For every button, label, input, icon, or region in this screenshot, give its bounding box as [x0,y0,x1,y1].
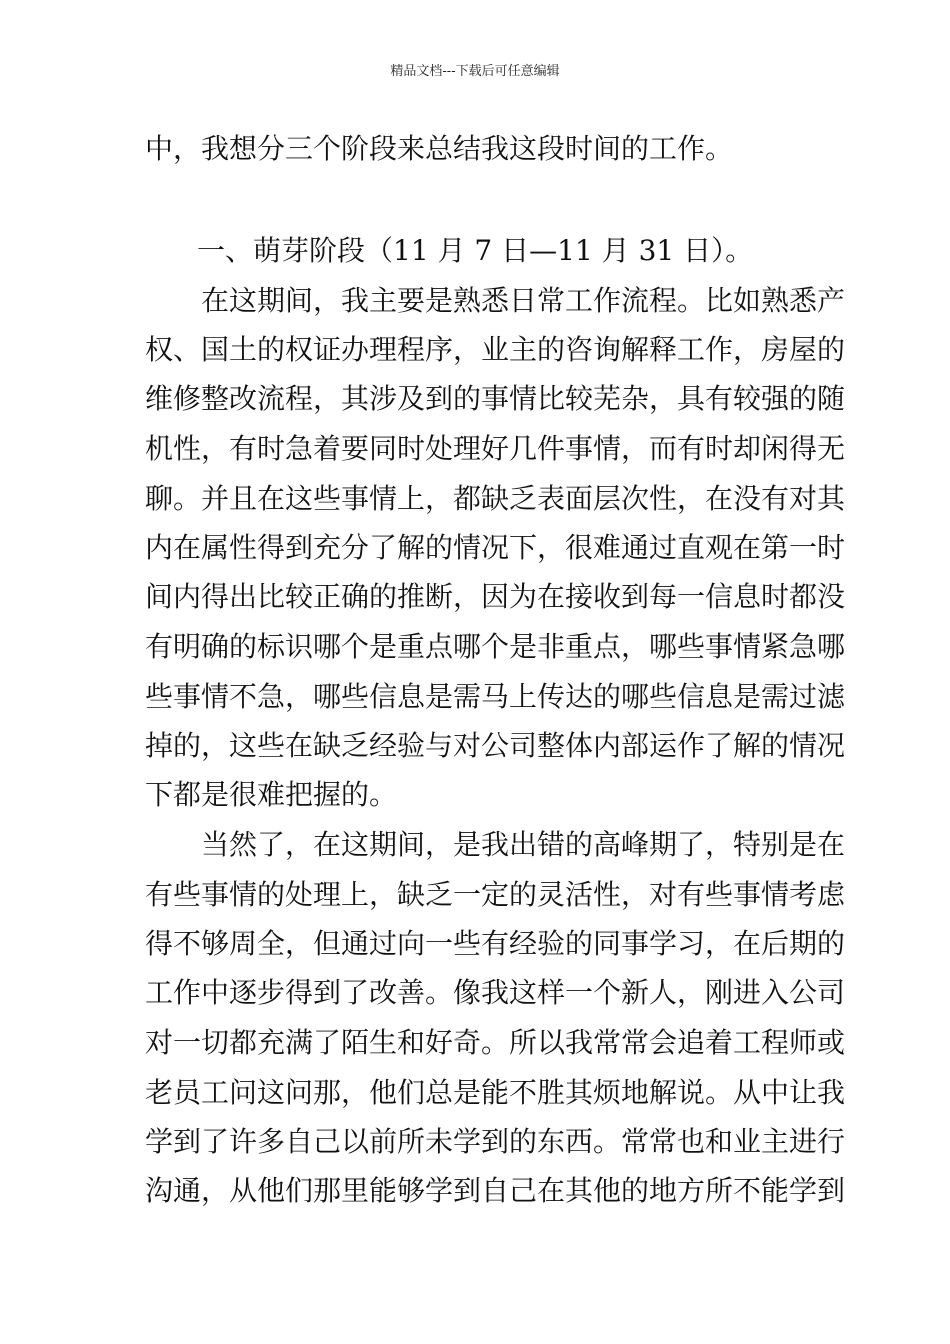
text-line: 下都是很难把握的。 [145,778,398,811]
text-line: 当然了，在这期间，是我出错的高峰期了，特别是在 [201,828,846,861]
text-line: 中，我想分三个阶段来总结我这段时间的工作。 [145,132,734,165]
text-line: 有些事情的处理上，缺乏一定的灵活性，对有些事情考虑 [145,878,846,911]
text-line: 在这期间，我主要是熟悉日常工作流程。比如熟悉产 [201,284,846,317]
text-line: 机性，有时急着要同时处理好几件事情，而有时却闲得无 [145,432,846,465]
text-line: 学到了许多自己以前所未学到的东西。常常也和业主进行 [145,1125,846,1158]
text-line: 掉的，这些在缺乏经验与对公司整体内部运作了解的情况 [145,729,846,762]
section-heading: 一、萌芽阶段（11 月 7 日—11 月 31 日）。 [197,234,754,267]
text-line: 有明确的标识哪个是重点哪个是非重点，哪些事情紧急哪 [145,630,846,663]
page-header: 精品文档---下载后可任意编辑 [390,64,560,79]
text-line: 维修整改流程，其涉及到的事情比较芜杂，具有较强的随 [145,382,846,415]
text-line: 间内得出比较正确的推断，因为在接收到每一信息时都没 [145,580,846,613]
text-line: 些事情不急，哪些信息是需马上传达的哪些信息是需过滤 [145,680,846,713]
text-line: 内在属性得到充分了解的情况下，很难通过直观在第一时 [145,531,846,564]
text-line: 工作中逐步得到了改善。像我这样一个新人，刚进入公司 [145,976,846,1009]
text-line: 权、国土的权证办理程序，业主的咨询解释工作，房屋的 [145,333,846,366]
text-line: 聊。并且在这些事情上，都缺乏表面层次性，在没有对其 [145,482,846,515]
text-line: 对一切都充满了陌生和好奇。所以我常常会追着工程师或 [145,1026,846,1059]
text-line: 沟通，从他们那里能够学到自己在其他的地方所不能学到 [145,1174,846,1207]
text-line: 老员工问这问那，他们总是能不胜其烦地解说。从中让我 [145,1076,846,1109]
text-line: 得不够周全，但通过向一些有经验的同事学习，在后期的 [145,927,846,960]
